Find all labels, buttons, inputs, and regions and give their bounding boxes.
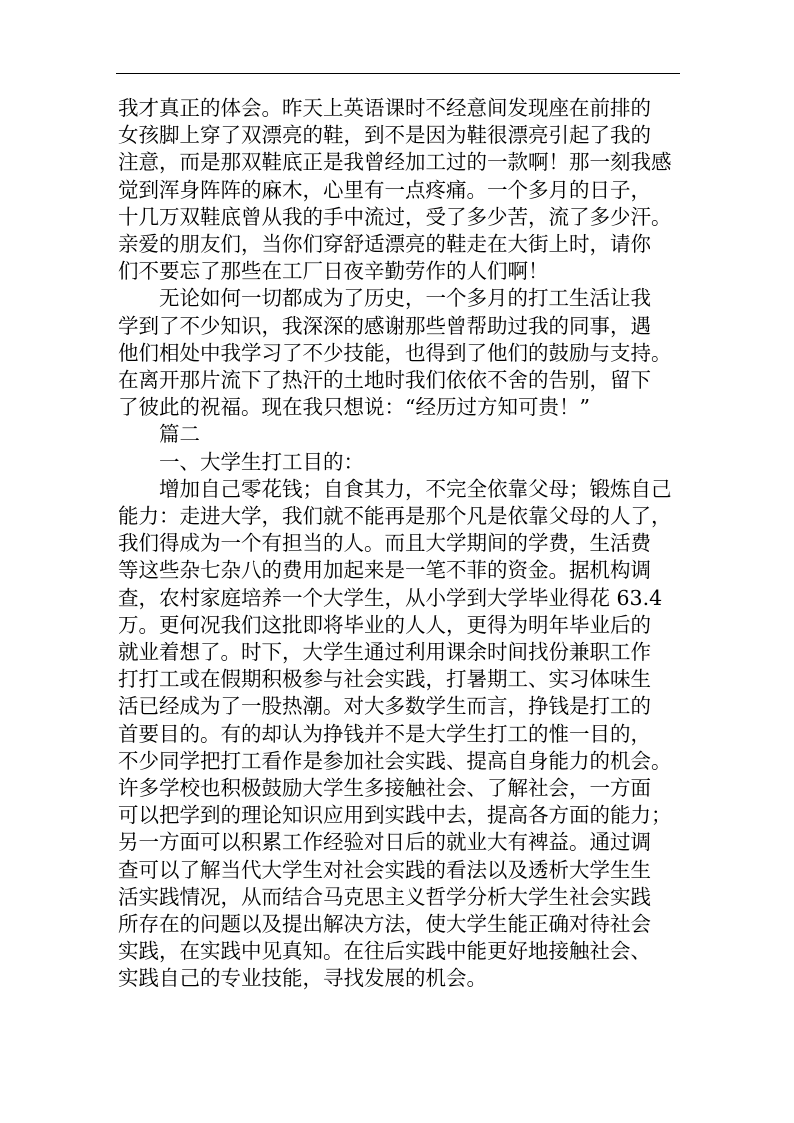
text-line: 万。更何况我们这批即将毕业的人人，更得为明年毕业后的 [118,612,651,637]
text-line: 活实践情况，从而结合马克思主义哲学分析大学生社会实践 [118,884,651,909]
text-line: 实践，在实践中见真知。在往后实践中能更好地接触社会、 [118,939,651,964]
text-line: 学到了不少知识，我深深的感谢那些曾帮助过我的同事，遇 [118,313,651,338]
text-line: 十几万双鞋底曾从我的手中流过，受了多少苦，流了多少汗。 [118,204,672,229]
text-line: 打打工或在假期积极参与社会实践，打暑期工、实习体味生 [118,667,651,692]
text-line: 在离开那片流下了热汗的土地时我们依依不舍的告别，留下 [118,368,651,392]
text-line: 亲爱的朋友们，当你们穿舒适漂亮的鞋走在大街上时，请你 [118,232,651,256]
text-line: 他们相处中我学习了不少技能，也得到了他们的鼓励与支持。 [118,340,672,365]
text-line: 了彼此的祝福。现在我只想说：“经历过方知可贵！” [118,395,590,420]
text-line: 我才真正的体会。昨天上英语课时不经意间发现座在前排的 [118,96,651,120]
paragraph-first-line: 一、大学生打工目的： [159,449,364,474]
text-line: 活已经成为了一股热潮。对大多数学生而言，挣钱是打工的 [118,694,651,719]
text-line: 查可以了解当代大学生对社会实践的看法以及透析大学生生 [118,857,651,882]
text-line: 所存在的问题以及提出解决方法，使大学生能正确对待社会 [118,912,651,936]
text-line: 觉到浑身阵阵的麻木，心里有一点疼痛。一个多月的日子， [118,177,651,202]
paragraph-first-line: 篇二 [159,422,200,447]
text-line: 可以把学到的理论知识应用到实践中去，提高各方面的能力； [118,803,672,828]
text-line: 不少同学把打工看作是参加社会实践、提高自身能力的机会。 [118,748,672,773]
text-line: 我们得成为一个有担当的人。而且大学期间的学费，生活费 [118,531,651,556]
text-line: 许多学校也积极鼓励大学生多接触社会、了解社会，一方面 [118,776,651,800]
paragraph-first-line: 无论如何一切都成为了历史，一个多月的打工生活让我 [159,286,651,311]
text-line: 实践自己的专业技能，寻找发展的机会。 [118,966,487,991]
text-line: 能力：走进大学，我们就不能再是那个凡是依靠父母的人了， [118,504,672,528]
text-line: 女孩脚上穿了双漂亮的鞋，到不是因为鞋很漂亮引起了我的 [118,123,651,148]
text-line: 首要目的。有的却认为挣钱并不是大学生打工的惟一目的， [118,721,651,746]
paragraph-first-line: 增加自己零花钱；自食其力，不完全依靠父母；锻炼自己 [159,476,672,501]
text-line: 们不要忘了那些在工厂日夜辛勤劳作的人们啊！ [118,259,549,284]
text-line: 注意，而是那双鞋底正是我曾经加工过的一款啊！那一刻我感 [118,150,672,175]
text-line: 查，农村家庭培养一个大学生，从小学到大学毕业得花 63.4 [118,585,663,610]
text-line: 就业着想了。时下，大学生通过利用课余时间找份兼职工作 [118,640,651,664]
text-line: 等这些杂七杂八的费用加起来是一笔不菲的资金。据机构调 [118,558,651,583]
text-line: 另一方面可以积累工作经验对日后的就业大有裨益。通过调 [118,830,651,855]
header-rule [116,73,680,74]
